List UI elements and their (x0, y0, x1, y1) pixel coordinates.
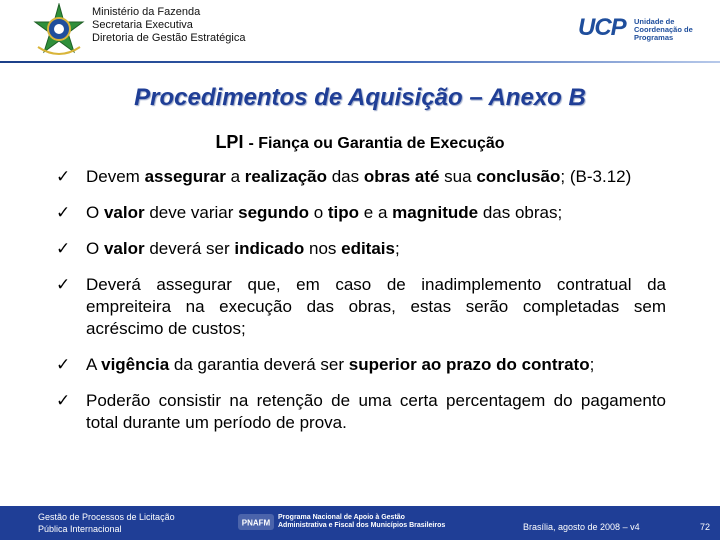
ucp-logo (578, 14, 693, 44)
bullet-emphasis: indicado (234, 239, 305, 258)
bullet-text: deverá ser (144, 239, 235, 258)
bullet-text: Poderão consistir na retenção de uma certa percentagem do pagamento total durante um período de prova. (86, 391, 666, 432)
bullet-emphasis: obras até (363, 167, 440, 186)
bullet-text: a (225, 167, 245, 186)
bullet-emphasis: assegurar (144, 167, 226, 186)
ucp-logo-subtitle-line: Programas (634, 33, 674, 42)
ministry-line: Diretoria de Gestão Estratégica (92, 32, 246, 44)
bullet-text: da garantia deverá ser (169, 355, 349, 374)
bullet-text: ; (589, 355, 595, 374)
bullet-emphasis: segundo (238, 203, 309, 222)
bullet-text: ; (394, 239, 400, 258)
bullet-text: ; (B-3.12) (560, 167, 632, 186)
check-icon: ✓ (56, 275, 71, 294)
pnafm-logo-icon (238, 513, 274, 531)
footer-program-line: Administrativa e Fiscal dos Municípios Brasileiros (278, 522, 446, 529)
bullet-emphasis: magnitude (392, 203, 479, 222)
footer-program-line: Programa Nacional de Apoio à Gestão (278, 514, 405, 521)
slide-title: Procedimentos de Aquisição – Anexo B (134, 84, 586, 111)
bullet-text: das (327, 167, 364, 186)
bullet-list (56, 166, 666, 448)
ministry-line: Ministério da Fazenda (92, 6, 201, 18)
bullet-item (56, 354, 666, 376)
bullet-item (56, 202, 666, 224)
bullet-emphasis: superior ao prazo do contrato (348, 355, 590, 374)
footer-program (278, 514, 445, 530)
bullet-emphasis: conclusão (476, 167, 561, 186)
footer-course-line: Gestão de Processos de Licitação (38, 512, 175, 522)
bullet-emphasis: editais (341, 239, 395, 258)
ministry-line: Secretaria Executiva (92, 19, 193, 31)
slide-header (0, 0, 720, 62)
bullet-text: Devem (86, 167, 145, 186)
subtitle-rest: - Fiança ou Garantia de Execução (248, 135, 505, 152)
header-divider (0, 61, 720, 63)
slide-subtitle (0, 132, 720, 153)
bullet-emphasis: valor (103, 203, 145, 222)
bullet-emphasis: vigência (101, 355, 170, 374)
bullet-text: o (308, 203, 328, 222)
bullet-text: O (86, 239, 104, 258)
footer-course-line: Pública Internacional (38, 524, 122, 534)
check-icon: ✓ (56, 203, 71, 222)
footer-course (38, 511, 175, 535)
bullet-emphasis: realização (244, 167, 327, 186)
coat-of-arms-icon (32, 3, 86, 57)
ucp-logo-subtitle-line: Unidade de (634, 17, 675, 26)
bullet-text: deve variar (144, 203, 239, 222)
page-number: 72 (700, 522, 711, 532)
bullet-emphasis: valor (103, 239, 145, 258)
check-icon: ✓ (56, 355, 71, 374)
bullet-text: das obras; (478, 203, 563, 222)
bullet-emphasis: tipo (327, 203, 360, 222)
bullet-text: nos (304, 239, 342, 258)
check-icon: ✓ (56, 391, 71, 410)
ucp-logo-subtitle-line: Coordenação de (634, 25, 693, 34)
bullet-item (56, 238, 666, 260)
check-icon: ✓ (56, 239, 71, 258)
bullet-item (56, 390, 666, 434)
bullet-item (56, 274, 666, 340)
bullet-text: O (86, 203, 104, 222)
subtitle-lead: LPI (215, 132, 244, 152)
slide-footer (0, 506, 720, 540)
ministry-lines (92, 6, 245, 45)
pnafm-logo-text: PNAFM (241, 518, 271, 528)
bullet-text: Deverá assegurar que, em caso de inadimplemento contratual da empreiteira na execução das obras, estas serão completadas sem acréscimo de custos; (86, 275, 666, 338)
check-icon: ✓ (56, 167, 71, 186)
ucp-logo-subtitle (634, 17, 693, 42)
bullet-text: A (86, 355, 102, 374)
bullet-text: sua (439, 167, 477, 186)
ucp-logo-text: UCP (578, 14, 626, 41)
bullet-text: e a (359, 203, 393, 222)
footer-date: Brasília, agosto de 2008 – v4 (523, 522, 640, 532)
bullet-item (56, 166, 666, 188)
